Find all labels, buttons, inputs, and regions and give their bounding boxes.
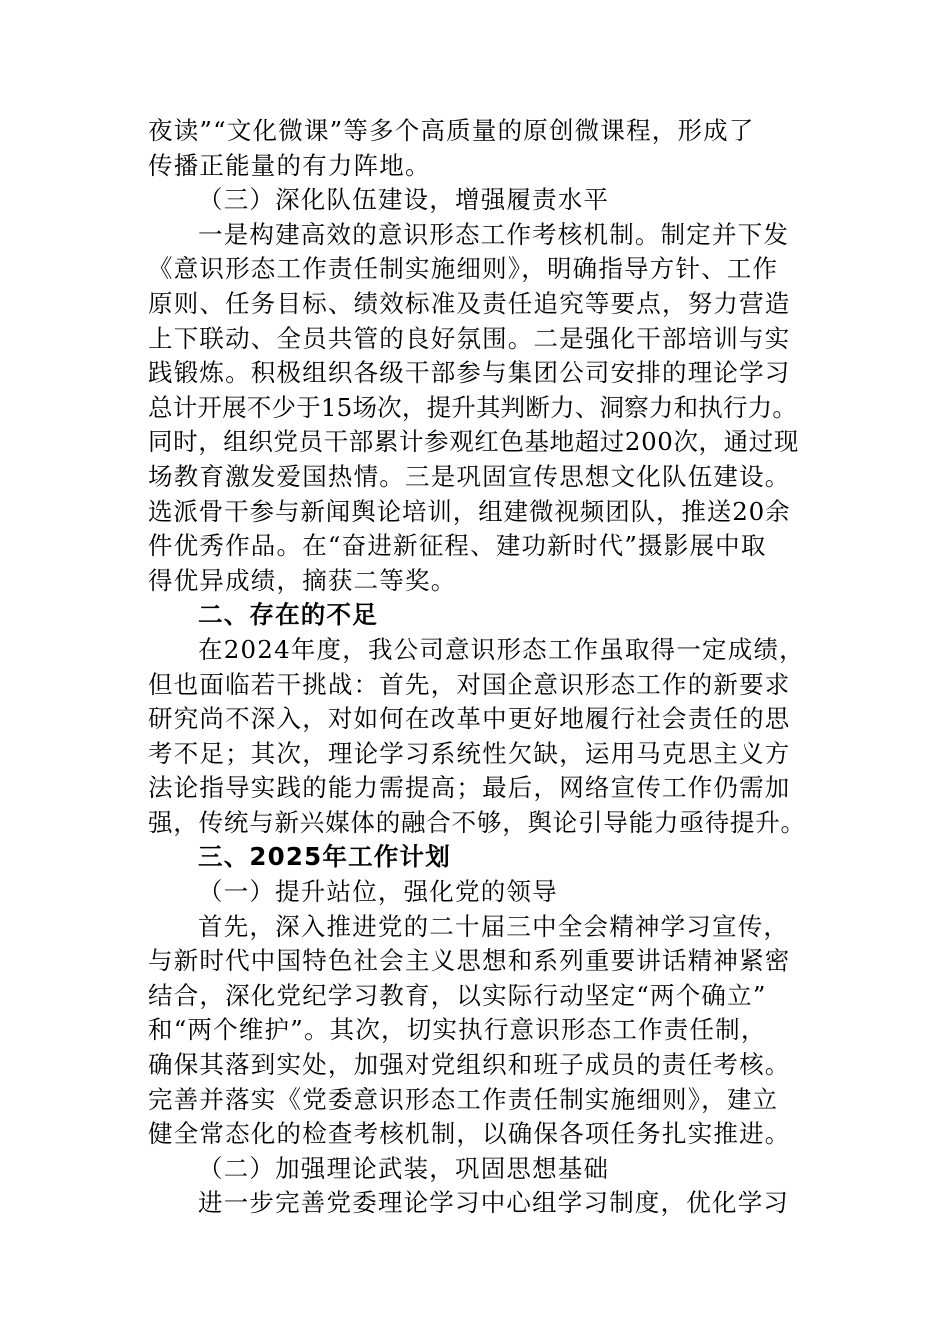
subsection-heading: （一）提升站位，强化党的领导: [198, 877, 558, 907]
paragraph-line: 践锻炼。积极组织各级干部参与集团公司安排的理论学习: [148, 358, 791, 388]
subsection-heading: （二）加强理论武装，巩固思想基础: [198, 1153, 610, 1183]
paragraph-line: 上下联动、全员共管的良好氛围。二是强化干部培训与实: [148, 323, 791, 353]
subsection-heading: （三）深化队伍建设，增强履责水平: [198, 185, 610, 215]
paragraph-line: 结合，深化党纪学习教育，以实际行动坚定“两个确立”: [148, 980, 767, 1010]
paragraph-line: 完善并落实《党委意识形态工作责任制实施细则》，建立: [148, 1084, 779, 1114]
paragraph-line: 首先，深入推进党的二十届三中全会精神学习宣传，: [198, 911, 790, 941]
paragraph-line: 得优异成绩，摘获二等奖。: [148, 565, 457, 595]
paragraph-line: 场教育激发爱国热情。三是巩固宣传思想文化队伍建设。: [148, 461, 791, 491]
paragraph-line: 和“两个维护”。其次，切实执行意识形态工作责任制，: [148, 1015, 767, 1045]
paragraph-line: 选派骨干参与新闻舆论培训，组建微视频团队，推送20余: [148, 496, 791, 526]
paragraph-line: 但也面临若干挑战：首先，对国企意识形态工作的新要求: [148, 669, 791, 699]
paragraph-line: 进一步完善党委理论学习中心组学习制度，优化学习: [198, 1188, 790, 1218]
paragraph-line: 夜读”“文化微课”等多个高质量的原创微课程，形成了: [148, 116, 755, 145]
paragraph-line: 同时，组织党员干部累计参观红色基地超过200次，通过现: [148, 427, 799, 457]
paragraph-line: 法论指导实践的能力需提高；最后，网络宣传工作仍需加: [148, 773, 791, 803]
paragraph-line: 健全常态化的检查考核机制，以确保各项任务扎实推进。: [148, 1119, 791, 1149]
document-body: [148, 114, 808, 1221]
paragraph-line: 考不足；其次，理论学习系统性欠缺，运用马克思主义方: [148, 738, 791, 768]
paragraph-line: 一是构建高效的意识形态工作考核机制。制定并下发: [198, 219, 790, 249]
paragraph-line: 总计开展不少于15场次，提升其判断力、洞察力和执行力。: [148, 392, 798, 422]
paragraph-line: 件优秀作品。在“奋进新征程、建功新时代”摄影展中取: [148, 531, 767, 561]
paragraph-line: 研究尚不深入，对如何在改革中更好地履行社会责任的思: [148, 704, 791, 734]
paragraph-line: 确保其落到实处，加强对党组织和班子成员的责任考核。: [148, 1050, 791, 1080]
section-heading: 二、存在的不足: [198, 600, 378, 630]
paragraph-line: 传播正能量的有力阵地。: [148, 150, 431, 180]
section-heading: 三、2025年工作计划: [198, 842, 451, 872]
paragraph-line: 原则、任务目标、绩效标准及责任追究等要点，努力营造: [148, 288, 791, 318]
paragraph-line: 《意识形态工作责任制实施细则》，明确指导方针、工作: [148, 254, 779, 284]
paragraph-line: 强，传统与新兴媒体的融合不够，舆论引导能力亟待提升。: [148, 807, 806, 837]
paragraph-line: 与新时代中国特色社会主义思想和系列重要讲话精神紧密: [148, 946, 791, 976]
paragraph-line: 在2024年度，我公司意识形态工作虽取得一定成绩，: [198, 634, 805, 664]
